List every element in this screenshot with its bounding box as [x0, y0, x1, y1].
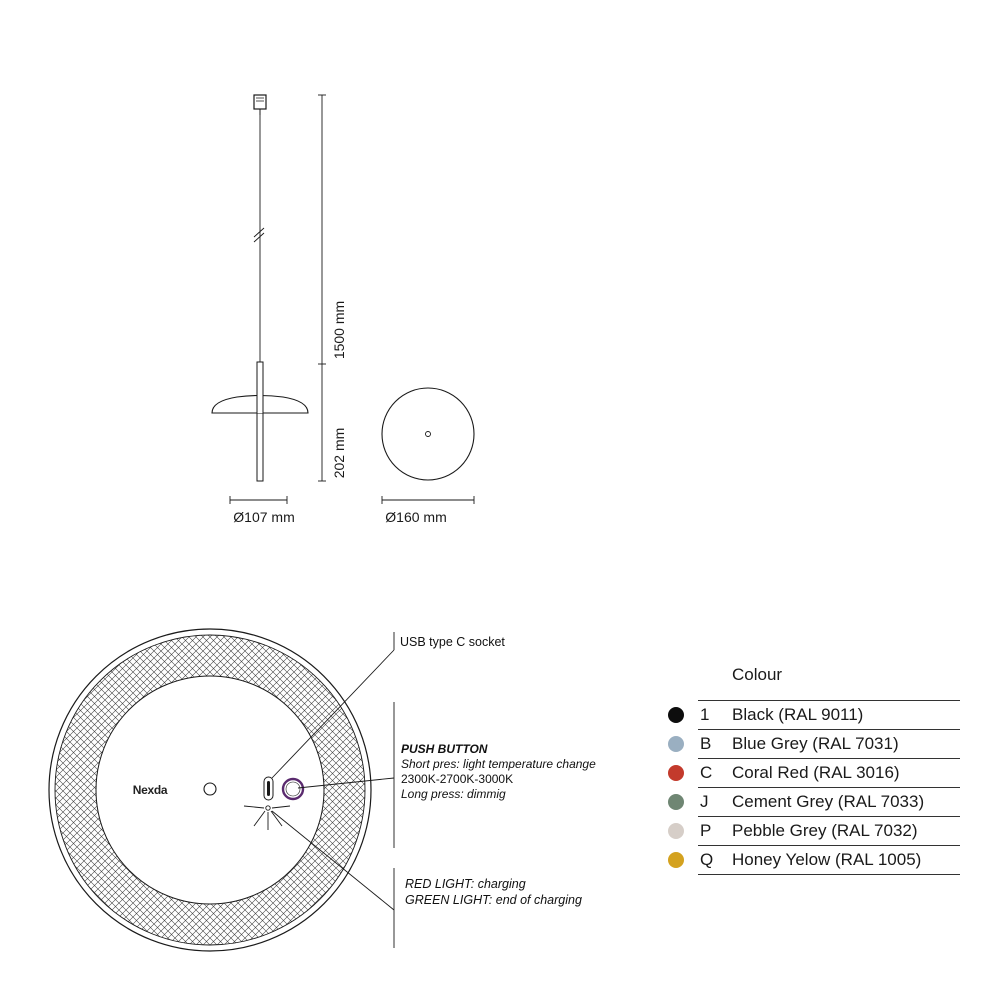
long-press-text: Long press: dimmig — [401, 787, 506, 801]
colour-row — [698, 845, 960, 875]
temperature-text: 2300K-2700K-3000K — [401, 772, 514, 786]
shade-diameter-label: Ø107 mm — [233, 509, 295, 525]
top-view — [382, 388, 474, 480]
green-light-text: GREEN LIGHT: end of charging — [405, 893, 582, 907]
colour-name: Cement Grey (RAL 7033) — [732, 792, 925, 811]
colour-swatch-icon — [668, 765, 684, 781]
colour-swatch-icon — [668, 736, 684, 752]
colour-name: Pebble Grey (RAL 7032) — [732, 821, 918, 840]
plan-view — [49, 629, 371, 951]
ceiling-canopy — [254, 95, 266, 109]
colour-swatch-icon — [668, 823, 684, 839]
colour-row — [698, 816, 960, 845]
colour-row — [698, 758, 960, 787]
lamp-height-label: 202 mm — [331, 427, 347, 479]
shade-diameter-dimension — [230, 496, 287, 504]
colour-swatch-icon — [668, 794, 684, 810]
colour-swatch-icon — [668, 707, 684, 723]
colour-row — [698, 729, 960, 758]
colour-name: Black (RAL 9011) — [732, 705, 864, 724]
colour-code: P — [700, 821, 712, 840]
colour-code: J — [700, 792, 709, 811]
colour-code: 1 — [700, 705, 710, 724]
side-elevation — [212, 95, 308, 481]
disc-diameter-dimension — [382, 496, 474, 504]
plan-center-hole — [204, 783, 216, 795]
colour-row — [698, 700, 960, 729]
colour-heading: Colour — [732, 665, 783, 684]
colour-row — [698, 787, 960, 816]
colour-swatch-icon — [668, 852, 684, 868]
push-button-title: PUSH BUTTON — [401, 742, 488, 756]
colour-code: B — [700, 734, 712, 753]
short-press-text: Short pres: light temperature change — [401, 757, 596, 771]
push-button-callout — [401, 742, 596, 802]
colour-name: Blue Grey (RAL 7031) — [732, 734, 899, 753]
colour-code: C — [700, 763, 713, 782]
red-light-text: RED LIGHT: charging — [405, 877, 526, 891]
colour-code: Q — [700, 850, 714, 869]
top-view-disc — [382, 388, 474, 480]
lamp-stem — [257, 362, 263, 481]
brand-logo: Nexda — [132, 783, 168, 797]
colour-table — [660, 662, 960, 875]
cable-length-label: 1500 mm — [331, 300, 347, 360]
colour-name: Coral Red (RAL 3016) — [732, 763, 900, 782]
height-dimension — [318, 95, 326, 481]
top-view-center-hole — [426, 432, 431, 437]
cable-break-mark — [254, 228, 264, 237]
usb-socket-label: USB type C socket — [400, 635, 505, 649]
colour-name: Honey Yelow (RAL 1005) — [732, 850, 922, 869]
indicator-light-callout — [405, 876, 582, 908]
disc-diameter-label: Ø160 mm — [385, 509, 447, 525]
